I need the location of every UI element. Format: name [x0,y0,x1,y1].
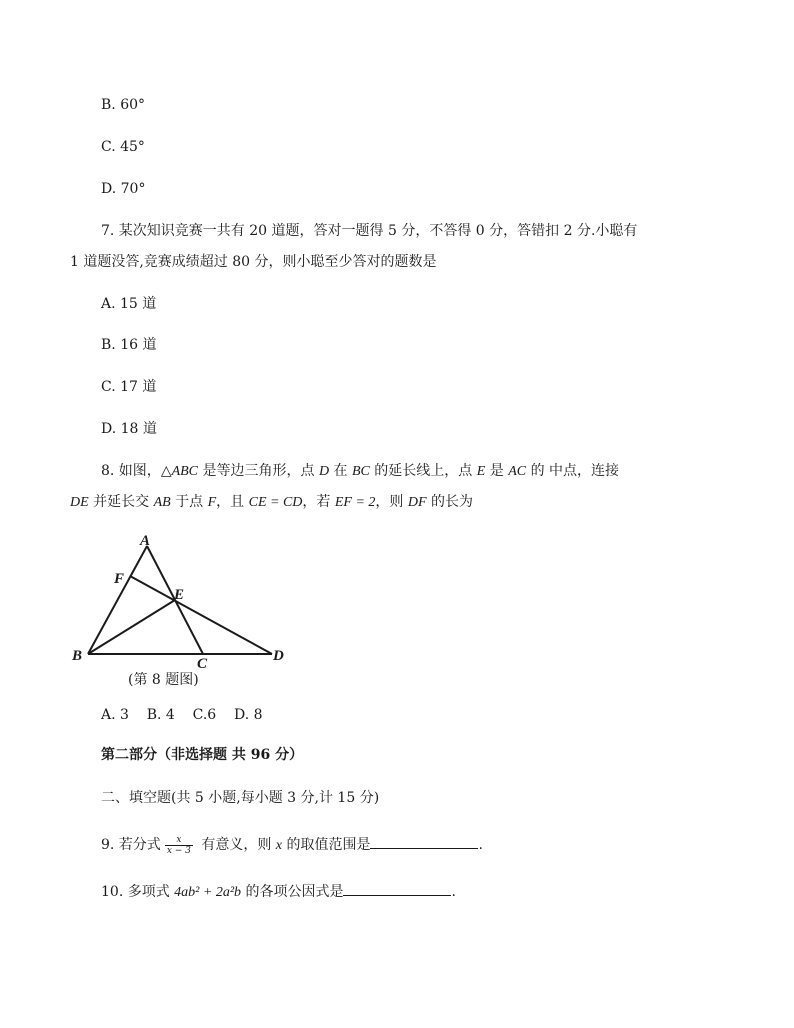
q8-point-d: D [318,464,330,479]
q10-expression: 4ab² + 2a²b [174,885,242,900]
q8-text: 在 [329,463,352,479]
label-f: F [114,571,125,587]
q8-text: 的 中点，连接 [526,463,620,479]
q8-point-f: F [207,495,217,510]
label-e: E [174,587,185,603]
segment-be [88,600,175,654]
q8-text: 是 [485,463,509,479]
q8-equation-ef: EF = 2 [334,495,376,510]
q8-segment-ab: AB [153,495,171,510]
label-d: D [273,648,284,664]
q10-text: 10. 多项式 [101,884,175,900]
q8-text: 并延长交 [88,494,154,510]
q9-fraction [165,835,193,856]
q8-text: ，且 [216,494,249,510]
q9-period: . [478,837,483,853]
label-a: A [140,533,151,549]
section-fill-blank: 二、填空题(共 5 小题,每小题 3 分,计 15 分) [101,790,380,806]
q9-stem [101,834,483,856]
q9-text: 9. 若分式 [101,837,161,853]
q6-option-c: C. 45° [101,139,145,155]
q8-text: 8. 如图， [101,463,161,479]
q6-option-d: D. 70° [101,181,146,197]
q8-point-e: E [476,464,486,479]
q9-numerator: x [165,835,193,846]
q9-denominator: x − 3 [166,845,191,856]
q8-triangle: △ABC [160,464,199,479]
q10-stem [101,881,456,902]
q8-stem-line1 [101,462,619,481]
q8-text: 的长为 [426,494,473,510]
q8-text: ，则 [375,494,408,510]
q8-geometry-figure [66,528,296,694]
q8-text: 是等边三角形，点 [198,463,319,479]
q10-period: . [451,884,456,900]
q7-option-a: A. 15 道 [101,296,157,312]
q9-variable: x [275,838,283,853]
q9-text: 的取值范围是 [282,837,371,853]
q7-stem-line2: 1 道题没答,竞赛成绩超过 80 分，则小聪至少答对的题数是 [70,254,437,270]
q7-option-d: D. 18 道 [101,421,157,437]
q9-answer-blank[interactable] [370,834,478,849]
label-c: C [197,656,208,672]
q10-answer-blank[interactable] [343,881,451,896]
q8-text: ，若 [302,494,335,510]
q8-text: 于点 [170,494,208,510]
q8-segment-de: DE [70,495,89,510]
q8-segment-ac: AC [508,464,527,479]
part2-title: 第二部分（非选择题 共 96 分） [101,747,304,763]
q8-options: A. 3 B. 4 C.6 D. 8 [101,707,263,723]
q7-option-c: C. 17 道 [101,379,157,395]
q8-equation-ce-cd: CE = CD [248,495,303,510]
q7-stem-line1: 7. 某次知识竞赛一共有 20 道题，答对一题得 5 分，不答得 0 分，答错扣 2 分.小聪有 [101,223,638,239]
q6-option-b: B. 60° [101,97,146,113]
q9-text: 有意义，则 [196,837,276,853]
q8-stem-line2 [70,493,473,512]
q7-option-b: B. 16 道 [101,337,157,353]
q10-text: 的各项公因式是 [241,884,344,900]
figure-caption: (第 8 题图) [128,672,199,688]
segment-ab [88,546,147,654]
label-b: B [72,648,83,664]
q8-segment-df: DF [407,495,427,510]
q8-segment-bc: BC [351,464,370,479]
q8-text: 的延长线上，点 [369,463,477,479]
